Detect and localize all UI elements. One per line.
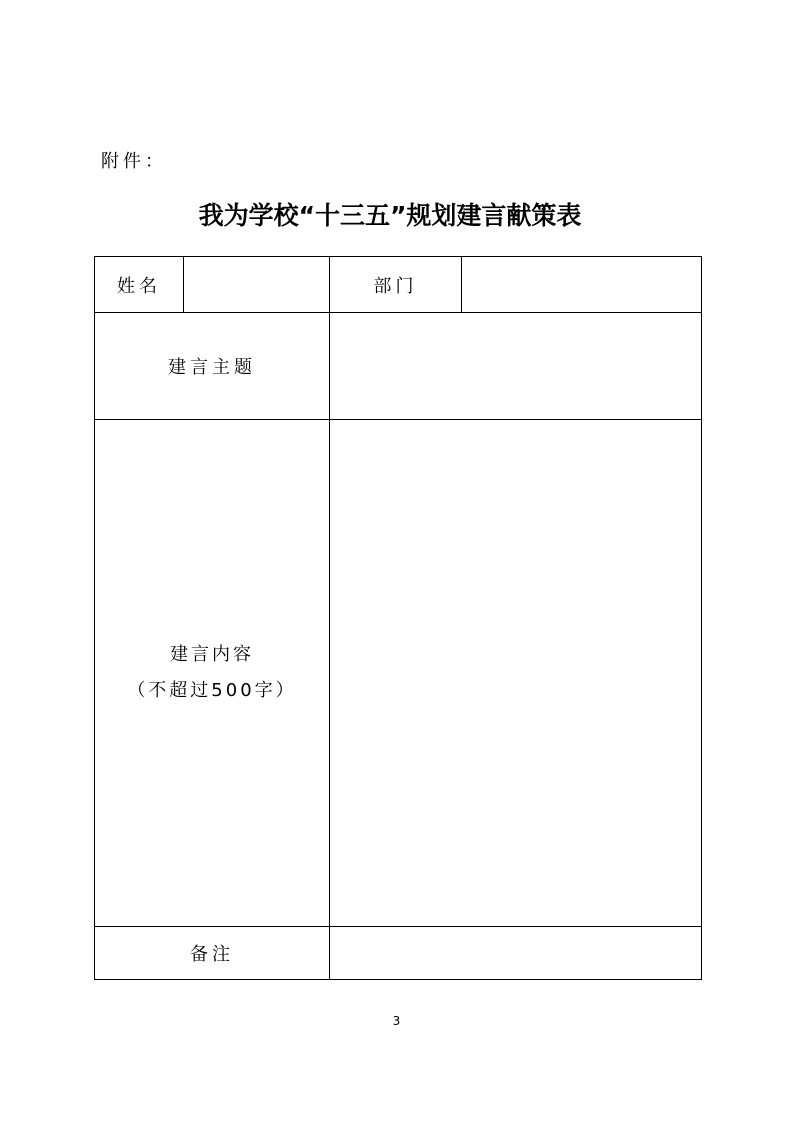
topic-label: 建言主题	[95, 313, 330, 420]
attachment-label: 附件：	[101, 151, 167, 172]
remarks-field[interactable]	[330, 927, 702, 980]
content-sublabel: （不超过500字）	[127, 680, 297, 701]
content-row	[95, 420, 702, 927]
suggestion-form-table	[94, 256, 702, 980]
name-field[interactable]	[184, 257, 330, 313]
topic-field[interactable]	[330, 313, 702, 420]
page-number: 3	[392, 1014, 401, 1028]
topic-row	[95, 313, 702, 420]
department-label: 部门	[330, 257, 462, 313]
name-row	[95, 257, 702, 313]
content-field[interactable]	[330, 420, 702, 927]
content-label: 建言内容	[170, 644, 254, 665]
remarks-label: 备注	[95, 927, 330, 980]
name-label: 姓名	[95, 257, 184, 313]
content-label-cell	[95, 420, 330, 927]
page-title: 我为学校“十三五”规划建言献策表	[198, 201, 582, 230]
remarks-row	[95, 927, 702, 980]
department-field[interactable]	[462, 257, 702, 313]
